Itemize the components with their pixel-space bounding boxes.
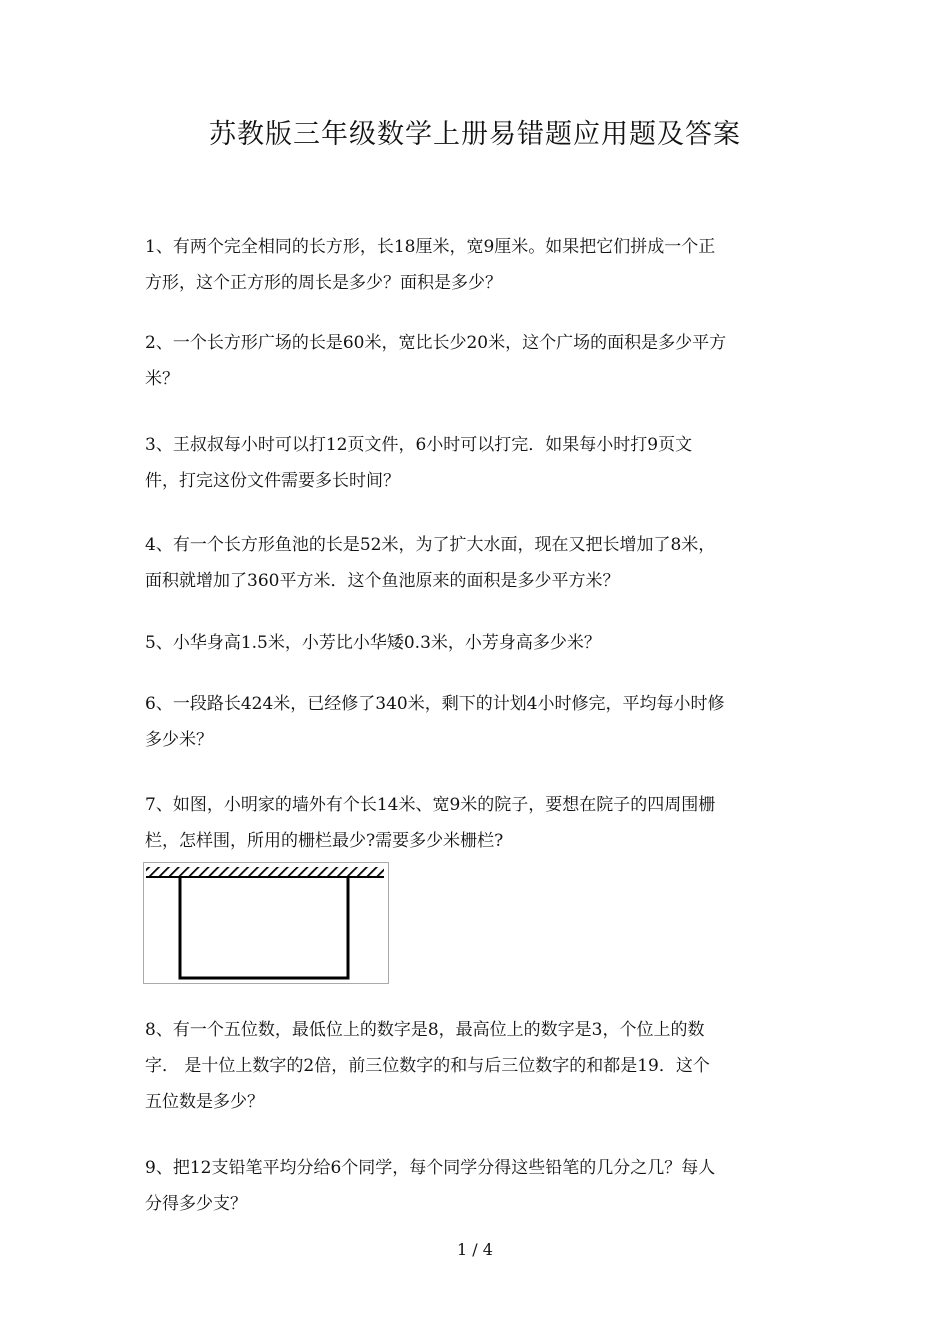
question-line: 6、一段路长424米，已经修了340米，剩下的计划4小时修完，平均每小时修 bbox=[145, 694, 725, 714]
question-line: 2、一个长方形广场的长是60米，宽比长少20米，这个广场的面积是多少平方 bbox=[145, 333, 727, 353]
page-number: 1 / 4 bbox=[457, 1240, 493, 1259]
question-line: 9、把12支铅笔平均分给6个同学，每个同学分得这些铅笔的几分之几？每人 bbox=[145, 1158, 716, 1178]
question-6 bbox=[145, 686, 813, 758]
yard-wall-figure bbox=[143, 862, 390, 984]
question-line: 1、有两个完全相同的长方形，长18厘米，宽9厘米。如果把它们拼成一个正 bbox=[145, 237, 716, 257]
question-line: 五位数是多少？ bbox=[145, 1092, 264, 1112]
question-line: 件，打完这份文件需要多长时间？ bbox=[145, 471, 400, 491]
wall-hatching bbox=[146, 867, 384, 877]
question-line: 4、有一个长方形鱼池的长是52米，为了扩大水面，现在又把长增加了8米， bbox=[145, 535, 716, 555]
question-line: 面积就增加了360平方米．这个鱼池原来的面积是多少平方米？ bbox=[145, 571, 620, 591]
yard-outline bbox=[180, 877, 348, 978]
question-3 bbox=[145, 427, 813, 499]
question-line: 8、有一个五位数，最低位上的数字是8，最高位上的数字是3，个位上的数 bbox=[145, 1020, 705, 1040]
question-4 bbox=[145, 527, 813, 599]
question-line: 5、小华身高1.5米，小芳比小华矮0.3米，小芳身高多少米？ bbox=[145, 633, 601, 653]
question-line: 栏，怎样围，所用的栅栏最少?需要多少米栅栏? bbox=[145, 831, 504, 851]
question-9 bbox=[145, 1150, 813, 1222]
question-7 bbox=[145, 787, 813, 859]
question-2 bbox=[145, 325, 813, 397]
question-line: 米？ bbox=[145, 369, 179, 389]
document-title: 苏教版三年级数学上册易错题应用题及答案 bbox=[209, 119, 741, 150]
question-5 bbox=[145, 625, 813, 661]
question-line: 方形，这个正方形的周长是多少？面积是多少？ bbox=[145, 273, 502, 293]
question-line: 分得多少支？ bbox=[145, 1194, 247, 1214]
question-line: 3、王叔叔每小时可以打12页文件，6小时可以打完．如果每小时打9页文 bbox=[145, 435, 693, 455]
question-8 bbox=[145, 1012, 813, 1120]
question-line: 多少米？ bbox=[145, 730, 213, 750]
question-line: 字． 是十位上数字的2倍，前三位数字的和与后三位数字的和都是19．这个 bbox=[145, 1056, 710, 1076]
question-1 bbox=[145, 229, 813, 301]
question-line: 7、如图，小明家的墙外有个长14米、宽9米的院子，要想在院子的四周围栅 bbox=[145, 795, 716, 815]
